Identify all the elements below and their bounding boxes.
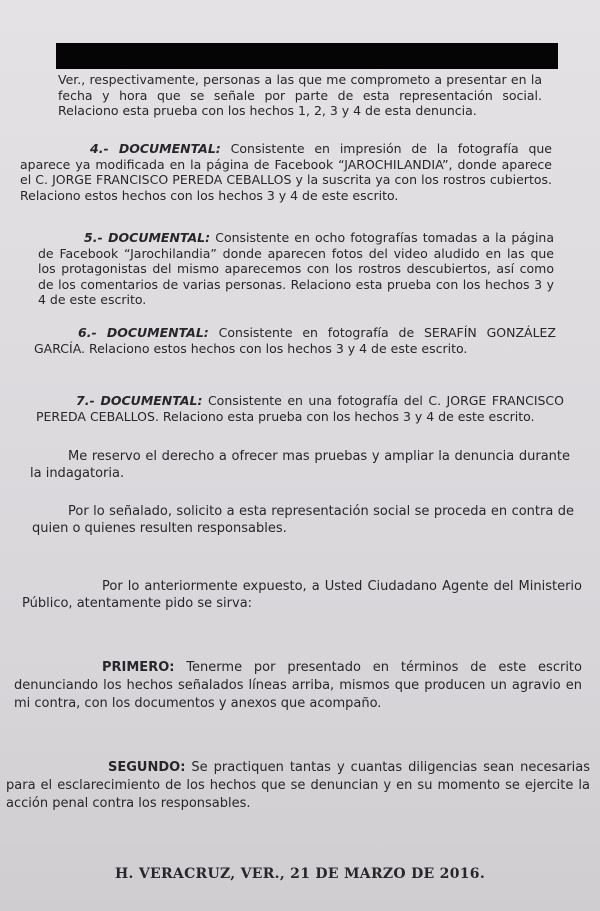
evidence-4-text: Consistente en impresión de la fotografía que aparece ya modificada en la página de Facebook “JAROCHILANDIA”, donde aparece el C. JORGE FRANCISCO PEREDA CEBALLOS y la suscrita ya con los rostros cubiertos. Relaciono estos hechos con los hechos 3 y 4 de este escrito. [20,141,552,203]
evidence-7-label: 7.- DOCUMENTAL: [76,393,203,408]
petition-segundo-label: SEGUNDO: [108,760,186,775]
redaction-bar [56,43,558,69]
evidence-4 [20,141,552,203]
petition-segundo-text: Se practiquen tantas y cuantas diligencias sean necesarias para el esclarecimiento de los hechos que se denuncian y en su momento se ejercite la acción penal contra los responsables. [6,760,590,811]
reserve-paragraph: Me reservo el derecho a ofrecer mas pruebas y ampliar la denuncia durante la indagatoria. [30,449,570,481]
petition-primero [14,659,582,713]
closing-intro: Por lo anteriormente expuesto, a Usted Ciudadano Agente del Ministerio Público, atentamente pido se sirva: [22,579,582,611]
request-paragraph: Por lo señalado, solicito a esta representación social se proceda en contra de quien o quienes resulten responsables. [32,504,574,536]
petition-primero-text: Tenerme por presentado en términos de este escrito denunciando los hechos señalados líneas arriba, mismos que producen un agravio en mi contra, con los documentos y anexos que acompaño. [14,660,582,711]
evidence-4-label: 4.- DOCUMENTAL: [90,141,221,156]
petition-segundo [6,759,590,813]
evidence-6-text: Consistente en fotografía de SERAFÍN GONZÁLEZ GARCÍA. Relaciono estos hechos con los hechos 3 y 4 de este escrito. [34,325,556,356]
intro-paragraph: Ver., respectivamente, personas a las que me comprometo a presentar en la fecha y hora que se señale por parte de esta representación social. Relaciono esta prueba con los hechos 1, 2, 3 y 4 de esta denuncia. [58,72,542,118]
evidence-7 [36,393,564,424]
evidence-5-text: Consistente en ocho fotografías tomadas a la página de Facebook “Jarochilandia” donde aparecen fotos del video aludido en las que los protagonistas del mismo aparecemos con los rostros descubiertos, así como de los comentarios de varias personas. Relaciono esta prueba con los hechos 3 y 4 de este escrito. [38,230,554,307]
petition-primero-label: PRIMERO: [102,660,175,675]
evidence-7-text: Consistente en una fotografía del C. JORGE FRANCISCO PEREDA CEBALLOS. Relaciono esta prueba con los hechos 3 y 4 de este escrito. [36,393,565,424]
place-date: H. VERACRUZ, VER., 21 DE MARZO DE 2016. [114,866,486,882]
evidence-5 [38,230,554,308]
evidence-6 [34,325,556,356]
evidence-5-label: 5.- DOCUMENTAL: [84,230,211,245]
evidence-6-label: 6.- DOCUMENTAL: [78,325,209,340]
